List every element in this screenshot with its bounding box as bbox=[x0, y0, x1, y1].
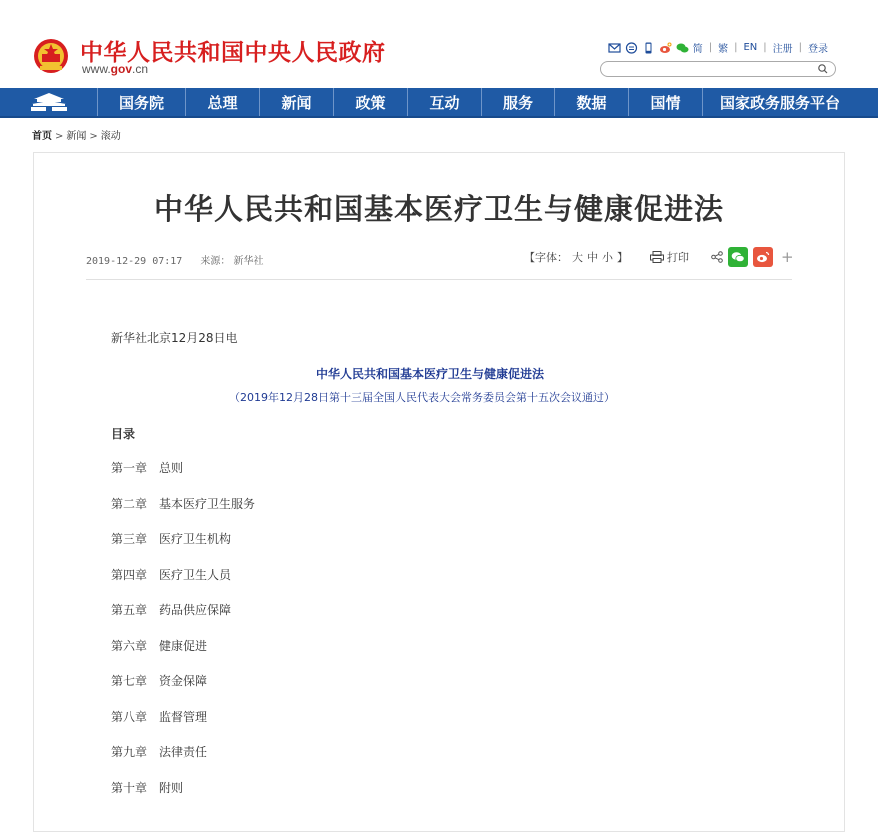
nav-item-gov-service-platform[interactable]: 国家政务服务平台 bbox=[719, 93, 840, 112]
weibo-icon bbox=[756, 251, 770, 263]
chapter-name: 总则 bbox=[159, 461, 184, 475]
separator: | bbox=[708, 42, 713, 53]
toc-item bbox=[111, 708, 255, 744]
chapter-number: 第三章 bbox=[111, 532, 148, 546]
breadcrumb-separator: > bbox=[89, 131, 98, 142]
site-url-domain: gov bbox=[110, 62, 133, 76]
chapter-number: 第十章 bbox=[111, 780, 148, 795]
separator: | bbox=[734, 42, 738, 53]
chapter-name: 资金保障 bbox=[159, 674, 208, 688]
top-links bbox=[608, 40, 828, 55]
chapter-number: 第七章 bbox=[111, 674, 148, 688]
chapter-number: 第四章 bbox=[111, 567, 148, 582]
nav-item-news[interactable]: 新闻 bbox=[260, 88, 334, 116]
toc-item bbox=[111, 779, 255, 815]
site-url[interactable] bbox=[82, 62, 148, 76]
chapter-name: 药品供应保障 bbox=[159, 603, 232, 617]
print-button[interactable] bbox=[650, 249, 689, 265]
article-title: 中华人民共和国基本医疗卫生与健康促进法 bbox=[153, 192, 724, 226]
law-title: 中华人民共和国基本医疗卫生与健康促进法 bbox=[316, 367, 545, 381]
font-size-large-button[interactable]: 大 bbox=[572, 251, 583, 264]
chapter-number: 第九章 bbox=[111, 745, 148, 759]
chapter-number: 第二章 bbox=[111, 496, 148, 511]
share-icon[interactable] bbox=[711, 251, 723, 263]
chapter-number: 第一章 bbox=[111, 461, 148, 475]
toc-item bbox=[111, 601, 255, 637]
breadcrumb bbox=[32, 127, 121, 142]
search-input[interactable] bbox=[600, 61, 836, 77]
nav-home[interactable] bbox=[0, 88, 98, 116]
site-url-suffix: .cn bbox=[132, 62, 149, 76]
article-container bbox=[33, 152, 845, 832]
chapter-name: 医疗卫生人员 bbox=[159, 567, 232, 582]
toc-item bbox=[111, 495, 255, 531]
tiananmen-icon bbox=[30, 92, 68, 112]
toc-item bbox=[111, 743, 255, 779]
law-subtitle: （2019年12月28日第十三届全国人民代表大会常务委员会第十五次会议通过） bbox=[229, 391, 615, 404]
printer-icon bbox=[650, 251, 664, 263]
login-link[interactable]: 登录 bbox=[808, 44, 828, 55]
nav-item-services[interactable]: 服务 bbox=[482, 88, 555, 116]
nav-item-national-info[interactable]: 国情 bbox=[629, 88, 703, 116]
separator: | bbox=[798, 42, 802, 53]
chapter-number: 第八章 bbox=[111, 709, 148, 724]
chapter-name: 监督管理 bbox=[159, 709, 208, 724]
font-size-medium-button[interactable]: 中 bbox=[587, 251, 598, 264]
toc-item bbox=[111, 530, 255, 566]
nav-item-premier[interactable]: 总理 bbox=[186, 88, 260, 116]
register-link[interactable]: 注册 bbox=[772, 44, 793, 55]
mobile-icon[interactable] bbox=[642, 42, 655, 54]
nav-item-interaction[interactable]: 互动 bbox=[408, 88, 482, 116]
search-icon[interactable] bbox=[817, 63, 829, 75]
breadcrumb-home[interactable]: 首页 bbox=[32, 131, 52, 142]
toc-item bbox=[111, 459, 255, 495]
mail-icon[interactable] bbox=[608, 42, 621, 54]
font-size-label-close: 】 bbox=[617, 251, 628, 264]
nav-item-state-council[interactable]: 国务院 bbox=[98, 88, 186, 116]
dateline: 新华社北京12月28日电 bbox=[111, 331, 238, 345]
font-size-label-open: 【字体： bbox=[524, 251, 568, 264]
breadcrumb-scroll[interactable]: 滚动 bbox=[100, 131, 121, 142]
toc-heading: 目录 bbox=[111, 427, 136, 441]
article-meta bbox=[86, 252, 264, 267]
article-tools bbox=[524, 247, 794, 267]
share-bar bbox=[711, 247, 794, 267]
weibo-share-button[interactable] bbox=[753, 247, 773, 267]
main-nav bbox=[0, 88, 878, 118]
chat-icon[interactable] bbox=[625, 42, 638, 54]
english-link[interactable]: EN bbox=[743, 42, 758, 53]
wechat-icon[interactable] bbox=[676, 42, 689, 54]
nav-item-policy[interactable]: 政策 bbox=[334, 88, 408, 116]
font-size-small-button[interactable]: 小 bbox=[602, 251, 613, 264]
toc-item bbox=[111, 566, 255, 602]
weibo-icon[interactable] bbox=[659, 42, 672, 54]
toc-item bbox=[111, 672, 255, 708]
breadcrumb-separator: > bbox=[55, 131, 64, 142]
separator: | bbox=[763, 42, 767, 53]
chapter-number: 第五章 bbox=[111, 603, 148, 617]
site-header bbox=[0, 0, 878, 88]
wechat-icon bbox=[731, 251, 745, 263]
national-emblem-icon[interactable] bbox=[32, 36, 70, 76]
chapter-name: 法律责任 bbox=[159, 745, 208, 759]
share-more-button[interactable]: + bbox=[781, 248, 794, 266]
chapter-name: 附则 bbox=[159, 780, 184, 795]
meta-divider bbox=[86, 279, 792, 280]
wechat-share-button[interactable] bbox=[728, 247, 748, 267]
site-title[interactable]: 中华人民共和国中央人民政府 bbox=[80, 40, 386, 66]
site-url-prefix: www. bbox=[82, 62, 111, 76]
chapter-name: 医疗卫生机构 bbox=[159, 532, 232, 546]
breadcrumb-news[interactable]: 新闻 bbox=[66, 131, 87, 142]
nav-item-data[interactable]: 数据 bbox=[555, 88, 629, 116]
publish-date: 2019-12-29 07:17 bbox=[86, 256, 183, 267]
chapter-name: 健康促进 bbox=[159, 638, 208, 653]
traditional-chinese-link[interactable]: 繁 bbox=[718, 44, 729, 55]
print-label: 打印 bbox=[667, 251, 689, 264]
chapter-number: 第六章 bbox=[111, 638, 148, 653]
toc-list bbox=[111, 459, 255, 814]
toc-item bbox=[111, 637, 255, 673]
simplified-chinese-link[interactable]: 简 bbox=[692, 44, 703, 55]
chapter-name: 基本医疗卫生服务 bbox=[159, 496, 256, 511]
article-source: 来源： 新华社 bbox=[200, 256, 264, 267]
